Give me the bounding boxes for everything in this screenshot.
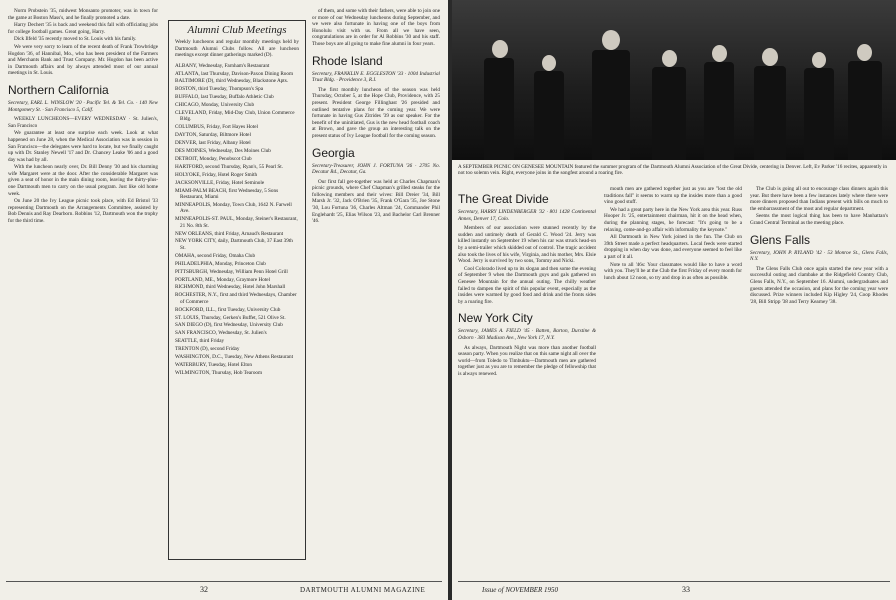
meeting-entry: HARTFORD, second Thursday, Ryan's, 55 Pearl St. [175,163,284,170]
section-heading-rhode-island: Rhode Island [312,53,383,68]
body-paragraph: WEEKLY LUNCHEONS—EVERY WEDNESDAY · St. Julien's, San Francisco [8,116,158,129]
page-number: 33 [682,585,690,594]
meeting-entry: WATERBURY, Tuesday, Hotel Elton [175,361,252,368]
body-paragraph: Our first fall get-together was held at Charles Chapman's picnic grounds, where Chef Chapman's grilled steaks for the following members and their wives: Bill Dreier '34, Bill Marsh Jr. '32, Jack O'Brien '35, Frank O'Gara '35, Joe Stone '30, Lou Fortuna '36, Charles Altman '24, Commander Phil Englehardt '25, Elias Wilson '23, and Bachelor Carl Brenner '46. [312,178,440,225]
body-paragraph: All Dartmouth in New York joined in the fun. The Club on 39th Street made a perfect headquarters. Local feeds were started dropping in when day was done, and everyone seemed to feel like a part of it all. [604,234,742,260]
section-heading-new-york-city: New York City [458,311,533,326]
section-heading-great-divide: The Great Divide [458,192,549,206]
section-heading-northern-california: Northern California [8,82,109,97]
section-byline: Secretary, EARL L. WINSLOW '20 · Pacific Tel. & Tel. Co. · 140 New Montgomery St. · San Francisco 5, Calif. [8,99,158,113]
meeting-entry: WILMINGTON, Thursday, Hob Tearoom [175,369,263,376]
meeting-entry: ROCKFORD, ILL., first Tuesday, University Club [175,306,281,313]
meeting-entry: WASHINGTON, D.C., Tuesday, New Athens Restaurant [175,354,294,361]
meeting-entry: DETROIT, Monday, Penobscot Club [175,156,252,162]
left-column-1 [8,8,158,226]
body-paragraph: Note to all '46s: Your classmates would like to have a word with you. They'll be at the Club the first Friday of every month for lunch about 12 noon, so try and drop in as often as possible. [604,261,742,281]
meeting-entry: HOLYOKE, Friday, Hotel Roger Smith [175,171,258,178]
section-heading-georgia: Georgia [312,145,355,160]
body-paragraph: With the luncheon nearly over, Dr. Bill Denny '30 and his charming wife Margaret were at the door. After the considerable Margaret was given a seat of honor in the main dining room, leaving the thirty-plus-one Dartmouth men to carry on the usual program. Just like old home week. [8,164,158,197]
body-paragraph: Cool Colorado lived up to its slogan and then some the evening of September 9 when the Dartmouth guys and gals gathered on Genesee Mountain for the annual outing. The chilly weather failed to dampen the spirit of this popular event, especially as the insides were warmed by good food and drink and the fronts sides by a roaring fire. [458,265,596,305]
issue-date: Issue of NOVEMBER 1950 [482,586,559,594]
body-paragraph: On June 20 the Ivy League picnic took place, with Ed Bristol '33 representing Dartmouth on the Arrangements Committee, assisted by Bob Dennis and Ray Dearborn. Robbins '12, Dartmouth won the trophy for the third time. [8,198,158,225]
meeting-entry: JACKSONVILLE, Friday, Hotel Seminole [175,179,265,186]
section-heading-glens-falls: Glens Falls [750,232,811,247]
lead-paragraph: Harry Dechert '35 is back and weekend this fall with officiating jobs for college football games. Great going, Harry. [8,22,158,35]
body-paragraph: mouth men are gathered together just as you are "lost the old traditions fall" it seems to warm up the insides more than a good vino good stuff. [604,186,742,206]
meeting-entry: SEATTLE, third Friday [175,338,225,345]
body-paragraph: We had a great party here in the New York area this year. Russ Hooper Jr. '25, entertainment chairman, hit it on the head when, during the planning stages, he forecast: "It's going to be a relaxing, come-and-go affair with informality the keynote." [604,206,742,233]
section-byline: Secretary, JAMES A. FIELD '45 · Batten, Barton, Durstine & Osborn · 383 Madison Ave., New York 17, N.Y. [458,328,596,341]
meeting-entry: DENVER, last Friday, Albany Hotel [175,140,251,147]
meeting-entry: BUFFALO, last Tuesday, Buffalo Athletic Club [175,94,274,101]
lead-paragraph: of them, and some with their fathers, were able to join one or more of our Wednesday luncheons during September, and we were also fortunate in having one of the boys from Honolulu visit with us. From all we have seen, congratulations are in order for Al Robbins '30 and his staff. Those boys are all going to make fine alumni in four years. [312,8,440,47]
lead-paragraph: Dick Ilfeld '35 recently moved to St. Louis with his family. [14,36,137,43]
meeting-entry: PORTLAND, ME., Monday, Graymore Hotel [175,276,271,283]
meeting-entry: PITTSBURGH, Wednesday, William Penn Hotel Grill [175,268,288,275]
meeting-entry: SAN FRANCISCO, Wednesday, St. Julien's [175,330,267,337]
section-byline: Secretary-Treasurer, JOHN J. FORTUNA '36 · 2705 No. Decatur Rd., Decatur, Ga. [312,162,440,176]
page-number: 32 [200,585,208,594]
body-paragraph: The first monthly luncheon of the season was held Thursday, October 5, at the Hope Club, Providence, with 25 present. President George Fillinghast '26 presided and outlined tentative plans for the coming year. We were fortunate in having Gus Zitrides '39 as our speaker. For the benefit of the uninitiated, Gus is the new head football coach at Brown, and gave the group an interesting talk on the present status of Ivy League football for the coming season. [312,86,440,139]
body-paragraph: The Glens Falls Club once again started the new year with a successful outing and clambake at the Ridgefield Country Club, Glens Falls, N.Y., on September 16. Alumni, undergraduates and guests attended the occasion, and plans for the coming year were discussed. Prize winners included Kip Higley '24, Coop Rhodes '28, Bill Stripp '38 and Terry Kearney '38. [750,265,888,305]
meeting-entry: ATLANTA, last Thursday, Davison-Paxon Dining Room [175,70,294,77]
body-paragraph: As always, Dartmouth Night was more than another football season party. When you realize that on this same night all over the world—from Toledo to Timbuktu—Dartmouth men are gathered together just as you are to remember the pledge of fellowship that is always renewed. [458,344,596,377]
section-byline: Secretary, JOHN P. RYLAND '42 · 53 Monroe St., Glens Falls, N.Y. [750,249,888,263]
right-column-2 [604,186,742,282]
meeting-entry: ROCHESTER, N.Y., first and third Wednesdays, Chamber of Commerce [175,292,297,305]
meeting-entry: NEW YORK CITY, daily, Dartmouth Club, 37 East 39th St. [175,238,293,251]
meeting-entry: SAN DIEGO (D), first Wednesday, University Club [175,322,283,329]
meeting-entry: DAYTON, Saturday, Biltmore Hotel [175,132,251,139]
meeting-entry: DES MOINES, Wednesday, Des Moines Club [175,148,271,155]
footer-rule [6,581,442,582]
meeting-entry: MIAMI-PALM BEACH, first Wednesday, 5 Sons Restaurant, Miami [175,187,279,201]
right-page [452,0,896,600]
photo-caption: A SEPTEMBER PICNIC ON GENESEE MOUNTAIN featured the summer program of the Dartmouth Alumni Association of the Great Divide, centering in Denver. Left, Ev Parker '16 recites, apparently in not too solemn vein. Right, everyone joins in the songfest around a roaring fire. [458,164,887,177]
lead-paragraph: Norm Probstein '35, midwest Monsanto promoter, was in town for the game at Boston Mass's, and he finally promoted a date. [8,8,158,21]
body-paragraph: Seems the most logical thing has been to have Manhattan's Grand Central Terminal as the meeting place. [750,213,888,226]
meeting-entry: ALBANY, Wednesday, Farnham's Restaurant [175,62,270,69]
meeting-entry: CHICAGO, Monday, University Club [175,102,255,109]
body-paragraph: The Club is going all out to encourage class dinners again this year. But there have been a few instances lately where there were more dinners proposed than Indians present with bills on much to the embarrassment of the most and regular department. [750,186,888,212]
meeting-entry: BALTIMORE (D), third Wednesday, Blackstone Apts. [175,78,289,85]
meeting-entry: TRENTON (D), second Friday [175,346,240,353]
meeting-entry: BOSTON, third Tuesday, Thompson's Spa [175,86,264,93]
right-column-1 [458,186,596,378]
meeting-entry: RICHMOND, third Wednesday, Hotel John Marshall [175,284,286,291]
meeting-entry: ST. LOUIS, Thursday, Gerken's Buffet, 521 Olive St. [175,314,286,321]
meeting-entry: PHILADELPHIA, Monday, Princeton Club [175,260,266,267]
meeting-entry: NEW ORLEANS, third Friday, Arnaud's Restaurant [175,230,284,237]
meeting-entry: CLEVELAND, Friday, Mid-Day Club, Union Commerce Bldg. [175,110,295,123]
body-paragraph: Members of our association were stunned recently by the sudden and untimely death of Gerald C. Wood '24. Jerry was killed instantly on September 19 when his car was struck head-on by a semi-trailer which skidded out of control. The tragic accident also took the lives of his wife, Virginia, and his mother, Mrs. Elsie Wood. Jerry is survived by two sons, Tommy and Nicki. [458,225,596,265]
magazine-title: DARTMOUTH ALUMNI MAGAZINE [300,586,426,594]
meeting-entry: COLUMBUS, Friday, Fort Hayes Hotel [175,124,258,131]
left-column-3 [312,8,440,226]
meeting-entry: OMAHA, second Friday, Omaha Club [175,252,256,259]
alumni-club-meetings-box [168,20,306,560]
right-column-3 [750,186,888,306]
meeting-entry: MINNEAPOLIS-ST. PAUL, Monday, Steiner's Restaurant, 21 No. 8th St. [175,216,298,229]
body-paragraph: We guarantee at least one surprise each week. Look at what happened on June 28, when the Medical Association was in session in San Francisco—the delegates were hard to locate, but we finally caught up with Dr. Stanley Newell '17 and Dr. Chancey Leake '06 and a good day was had by all. [8,130,158,163]
footer-rule [458,581,890,582]
section-byline: Secretary, HARRY LINDENBERGER '32 · 801 1428 Continental Annex, Denver 17, Colo. [458,209,596,222]
section-byline: Secretary, FRANKLIN E. EGGLESTON '33 · 1004 Industrial Trust Bldg. · Providence 3, R.I. [312,70,440,84]
lead-paragraph: We were very sorry to learn of the recent death of Frank Trowbridge Hogdon '36, of Hannibal, Mo., who has been president of the Farmers and Merchants Bank and Trust Company. Mr. Hogdon has been active in Dartmouth affairs and by always attended most of our annual meetings in St. Louis. [8,43,158,77]
meeting-list [175,63,299,377]
box-intro: Weekly luncheons and regular monthly meetings held by Dartmouth Alumni Clubs follow. All are luncheon meetings except dinner gatherings marked (D). [175,39,299,59]
picnic-photo [452,0,896,160]
box-title: Alumni Club Meetings [187,24,287,36]
meeting-entry: MINNEAPOLIS, Monday, Town Club, 1642 N. Farwell Ave. [175,201,292,215]
